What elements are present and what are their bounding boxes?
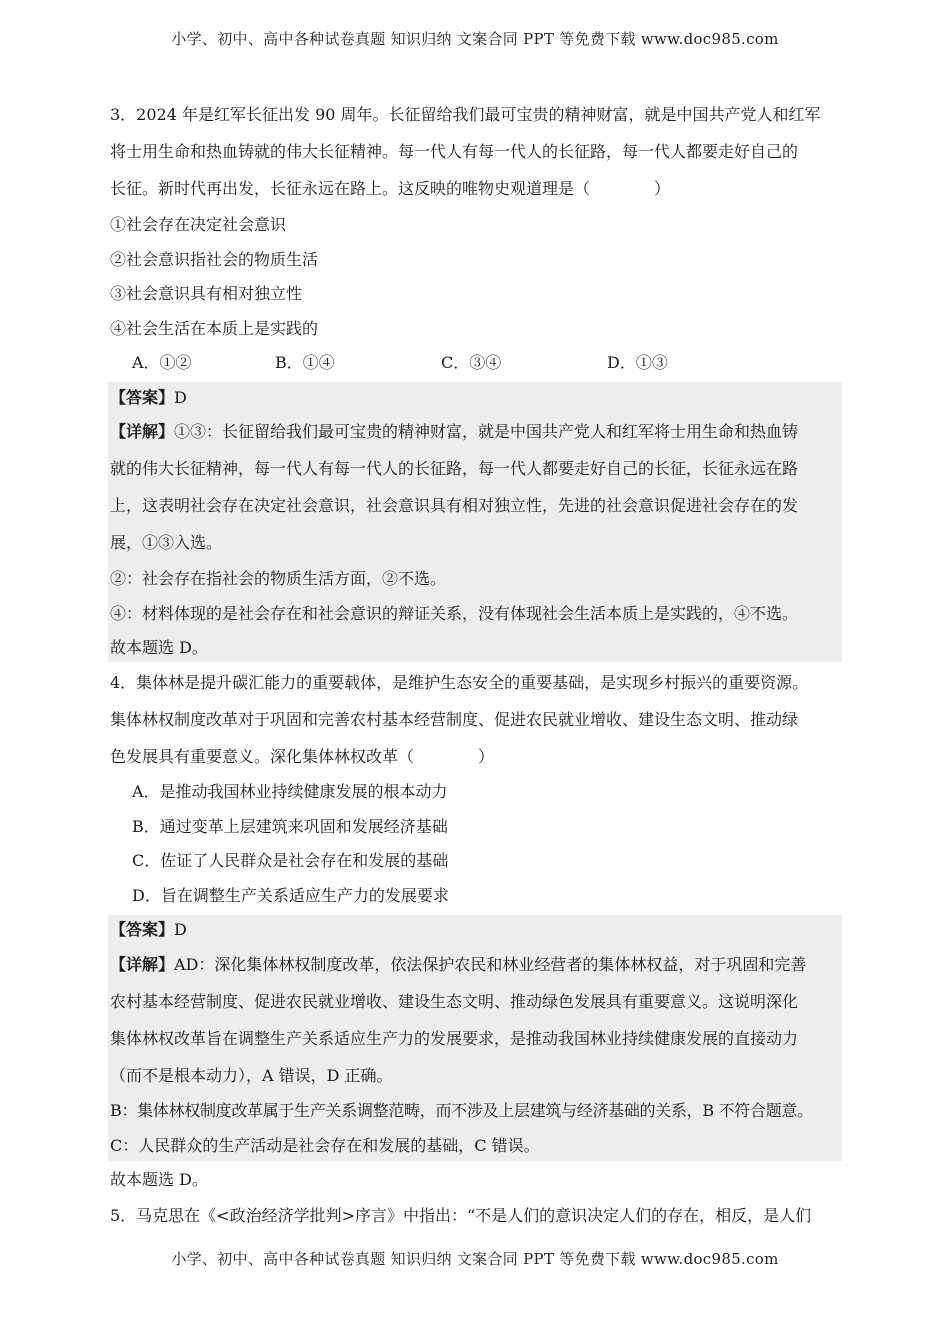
q4-detail-line: C：人民群众的生产活动是社会存在和发展的基础，C 错误。 — [110, 1136, 540, 1155]
answer-label: 【答案】 — [110, 388, 175, 407]
q3-detail-line: 上，这表明社会存在决定社会意识，社会意识具有相对独立性，先进的社会意识促进社会存在的发 — [110, 496, 799, 515]
q3-detail-line: ④：材料体现的是社会存在和社会意识的辩证关系，没有体现社会生活本质上是实践的，④不选。 — [110, 604, 799, 623]
q3-item: ③社会意识具有相对独立性 — [110, 284, 303, 303]
q3-detail-line: 【详解】①③：长征留给我们最可宝贵的精神财富，就是中国共产党人和红军将士用生命和热血铸 — [110, 422, 799, 441]
q3-item: ④社会生活在本质上是实践的 — [110, 319, 319, 338]
q4-option-a: A．是推动我国林业持续健康发展的根本动力 — [132, 782, 448, 801]
q5-stem-line: 5．马克思在《<政治经济学批判>序言》中指出：“不是人们的意识决定人们的存在，相反，是人们 — [110, 1206, 812, 1225]
q3-detail-line: 就的伟大长征精神，每一代人有每一代人的长征路，每一代人都要走好自己的长征，长征永远在路 — [110, 459, 799, 478]
q3-options — [132, 353, 668, 373]
q4-option-d: D．旨在调整生产关系适应生产力的发展要求 — [132, 886, 449, 905]
answer-label: 【答案】 — [110, 920, 175, 939]
q4-stem-line: 色发展具有重要意义。深化集体林权改革（ ） — [110, 747, 495, 766]
q4-detail-line: （而不是根本动力），A 错误，D 正确。 — [110, 1066, 393, 1085]
q3-option-d: D．①③ — [607, 353, 668, 372]
detail-label: 【详解】 — [110, 955, 175, 974]
q4-stem-line: 4．集体林是提升碳汇能力的重要载体，是维护生态安全的重要基础，是实现乡村振兴的重要资源。 — [110, 673, 809, 692]
q3-option-a: A．①② — [132, 353, 192, 372]
q4-option-b: B．通过变革上层建筑来巩固和发展经济基础 — [132, 817, 448, 836]
q3-stem-line: 3．2024 年是红军长征出发 90 周年。长征留给我们最可宝贵的精神财富，就是中国共产党人和红军 — [110, 105, 821, 124]
q3-stem-line: 将士用生命和热血铸就的伟大长征精神。每一代人有每一代人的长征路，每一代人都要走好自己的 — [110, 142, 799, 161]
q3-item: ②社会意识指社会的物质生活 — [110, 250, 319, 269]
answer-value: D — [174, 920, 187, 939]
q4-detail-line: 【详解】AD：深化集体林权制度改革，依法保护农民和林业经营者的集体林权益，对于巩固和完善 — [110, 955, 807, 974]
q4-stem-line: 集体林权制度改革对于巩固和完善农村基本经营制度、促进农民就业增收、建设生态文明、推动绿 — [110, 710, 799, 729]
answer-value: D — [174, 388, 187, 407]
page-footer: 小学、初中、高中各种试卷真题 知识归纳 文案合同 PPT 等免费下载 www.doc985.com — [171, 1250, 779, 1268]
q3-item: ①社会存在决定社会意识 — [110, 215, 287, 234]
q4-detail-line: 集体林权改革旨在调整生产关系适应生产力的发展要求，是推动我国林业持续健康发展的直接动力 — [110, 1029, 799, 1048]
page-header: 小学、初中、高中各种试卷真题 知识归纳 文案合同 PPT 等免费下载 www.doc985.com — [171, 30, 779, 48]
detail-label: 【详解】 — [110, 422, 175, 441]
q4-answer — [110, 920, 187, 940]
q3-detail-line: ②：社会存在指社会的物质生活方面，②不选。 — [110, 569, 447, 588]
q3-stem-line: 长征。新时代再出发，长征永远在路上。这反映的唯物史观道理是（ ） — [110, 179, 671, 198]
q4-conclusion: 故本题选 D。 — [110, 1170, 208, 1189]
q3-option-b: B．①④ — [275, 353, 335, 372]
q4-option-c: C．佐证了人民群众是社会存在和发展的基础 — [132, 851, 449, 870]
q3-conclusion: 故本题选 D。 — [110, 638, 208, 657]
q3-answer — [110, 388, 187, 408]
q4-detail-line: B：集体林权制度改革属于生产关系调整范畴，而不涉及上层建筑与经济基础的关系，B 不符合题意。 — [110, 1101, 813, 1120]
q3-option-c: C．③④ — [441, 353, 502, 372]
q3-detail-line: 展，①③入选。 — [110, 533, 223, 552]
q4-detail-line: 农村基本经营制度、促进农民就业增收、建设生态文明、推动绿色发展具有重要意义。这说明深化 — [110, 992, 799, 1011]
